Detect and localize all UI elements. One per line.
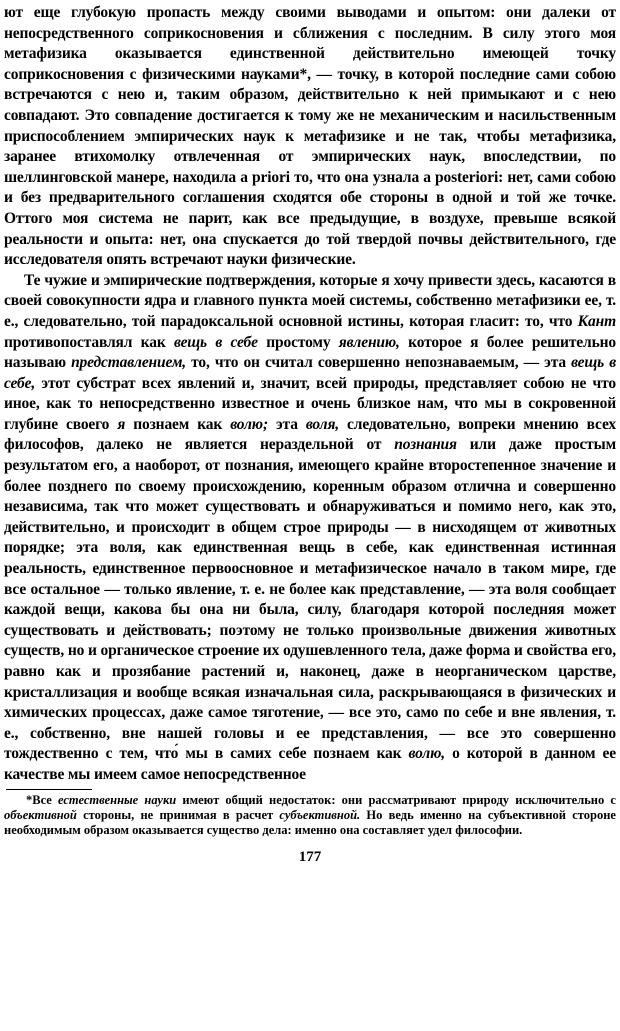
page-number: 177 bbox=[298, 848, 322, 865]
text-run: Но ведь именно на субъективной стороне необходимым образом оказывается существо дела: именно она составляет удел философии. bbox=[4, 807, 616, 838]
italic-run: я bbox=[117, 415, 126, 433]
text-run: следовательно, вопреки мнению всех философов, далеко не является нераздельной от bbox=[4, 415, 616, 454]
italic-run: вещь в себе, bbox=[4, 354, 616, 392]
text-run: эта bbox=[267, 415, 306, 433]
text-run: ют еще глубокую пропасть между своими выводами и опытом: они далеки от непосредственного соприкосновения и сближения с последним. В силу этого моя метафизика оказывается единственной действительно имеющей точку соприкосновения с физическими науками*, — точку, в которой последние сами собою встречаются с нею и, таким образом, действительно к ней примыкают и с нею совпадают. Это совпадение достигается к тому же не механическим и насильственным приспособлением эмпирических наук к метафизике и не так, чтобы метафизика, заранее втихомолку отвлеченная от эмпирических наук, впоследствии, по шеллинговской манере, находила a priori то, что она узнала a posteriori: нет, сами собою и без предварительного соглашения сходятся обе стороны в одной и той же точке. Оттого моя система не парит, как все предыдущие, в воздухе, превыше всякой реальности и опыта: нет, она спускается до той твердой почвы действительного, где исследователя опять встречают науки физические. bbox=[4, 4, 616, 269]
text-run: которое я более решительно называю bbox=[4, 333, 616, 372]
text-run: этот субстрат всех явлений и, значит, всей природы, представляет собою не что иное, как то непосредственно известное и очень близкое нам, что мы в сокровенной глубине своего bbox=[4, 374, 616, 433]
text-run: о которой в данном ее качестве мы имеем самое непосредственное bbox=[4, 745, 616, 783]
italic-run: волю; bbox=[230, 415, 268, 433]
text-run: познаем как bbox=[125, 415, 231, 433]
italic-run: явлению, bbox=[338, 333, 400, 351]
text-run: противопоставлял как bbox=[4, 333, 174, 351]
text-run: стороны, не принимая в расчет bbox=[76, 807, 280, 822]
footnote-paragraph bbox=[4, 793, 616, 839]
footnote-divider bbox=[6, 789, 92, 790]
text-run: имеют общий недостаток: они рассматривают природу исключительно с bbox=[176, 792, 616, 807]
main-text bbox=[4, 3, 616, 786]
italic-run: субъективной. bbox=[279, 807, 361, 822]
text-run: *Все bbox=[26, 792, 58, 807]
italic-run: воля, bbox=[305, 415, 340, 433]
italic-run: вещь в себе bbox=[173, 333, 258, 351]
paragraph-1 bbox=[4, 3, 616, 271]
italic-run: естественные науки bbox=[58, 792, 177, 807]
text-run: или даже простым результатом его, а наоборот, от познания, имеющего крайне второстепенное значение и более позднего по своему происхождению, коренным образом отлична и совершенно независима, так что может существовать и обнаруживаться и помимо него, как это, действительно, и происходит в общем строе природы — в нисходящем от животных порядке; эта воля, как единственная вещь в себе, как единственная истинная реальность, единственное первоосновное и метафизическое начало в таком мире, где все остальное — только явление, т. е. не более как представление, — эта воля сообщает каждой вещи, какова бы она ни была, силу, благодаря которой последняя может существовать и действовать; поэтому не только произвольные движения животных существ, но и органическое строение их одушевленного тела, даже форма и свойства его, равно как и прозябание растений и, наконец, даже в неорганическом царстве, кристаллизация и вообще всякая изначальная сила, раскрывающаяся в физических и химических процессах, даже самое тяготение, — все это, само по себе и вне явления, т. е., собственно, вне нашей головы и ее представления, — все это совершенно тождественно с тем, что́ мы в самих себе познаем как bbox=[4, 436, 617, 763]
italic-run: представлением, bbox=[71, 354, 187, 372]
italic-run: Кант bbox=[577, 312, 616, 330]
paragraph-2 bbox=[4, 271, 616, 786]
italic-run: познания bbox=[394, 436, 457, 454]
footnote bbox=[4, 793, 616, 839]
text-run: то, что он считал совершенно непознаваемым, — эта bbox=[186, 354, 572, 372]
text-run: простому bbox=[257, 333, 339, 351]
italic-run: объективной bbox=[4, 807, 77, 822]
text-run: Те чужие и эмпирические подтверждения, которые я хочу привести здесь, касаются в своей совокупности ядра и главного пункта моей системы, собственно метафизики ее, т. е., следовательно, той парадоксальной основной истины, которая гласит: то, что bbox=[4, 271, 616, 330]
italic-run: волю, bbox=[408, 745, 445, 763]
